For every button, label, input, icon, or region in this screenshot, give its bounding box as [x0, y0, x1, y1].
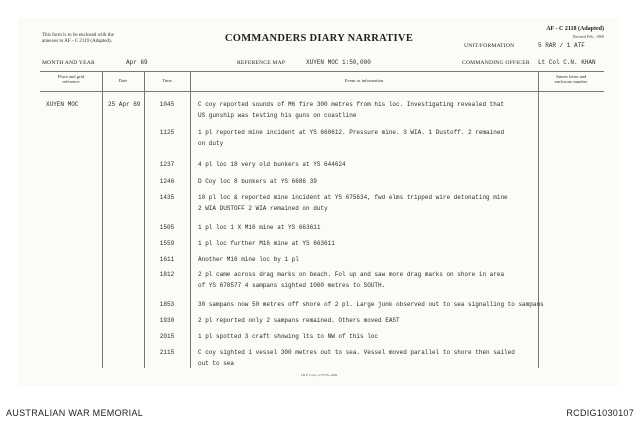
place-value: XUYEN MOC [46, 101, 79, 108]
entry-text-line: 1 pl loc 1 X M16 mine at YS 663611 [198, 224, 321, 231]
commanding-officer-value: Lt Col C.N. KHAN [538, 59, 596, 66]
diary-sheet [18, 18, 620, 386]
entry-time: 2015 [159, 333, 175, 340]
printer-mark: I & P Corp--279 NS--69m [300, 373, 338, 377]
entry-time: 1246 [159, 178, 175, 185]
entry-time: 1237 [159, 161, 175, 168]
entry-text-line: D Coy loc 8 bunkers at YS 6686 39 [198, 178, 317, 185]
col-date: Date [118, 78, 128, 83]
entry-text-line: on duty [198, 140, 224, 147]
entry-time: 1125 [159, 129, 175, 136]
table-header-rule [40, 91, 604, 92]
reference-map-value: XUYEN MOC 1:50,000 [306, 59, 371, 66]
entry-text-line: 1 pl loc further M16 mine at YS 663611 [198, 240, 335, 247]
enclosure-note-line: annexes to AF - C 2119 (Adapted). [42, 39, 112, 44]
credit-right: RCDIG1030107 [566, 408, 634, 418]
date-value: 25 Apr 69 [108, 101, 141, 108]
form-number: AF - C 2118 (Adapted) [546, 26, 604, 32]
unit-label: UNIT/FORMATION [464, 43, 515, 49]
entry-text-line: out to sea [198, 360, 235, 367]
entry-text-line: 10 pl loc & reported mine incident at YS 675634, fwd elms tripped wire detonating mine [198, 194, 508, 201]
entry-time: 1505 [159, 224, 175, 231]
entry-text-line: 1 pl reported mine incident at YS 660612. Pressure mine. 3 WIA. 1 Dustoff. 2 remained [198, 129, 505, 136]
col-annex [538, 74, 604, 84]
month-year-value: Apr 69 [126, 59, 148, 66]
entry-text-line: C coy sighted 1 vessel 300 metres out to sea. Vessel moved parallel to shore then sailed [198, 349, 515, 356]
enclosure-note-line: This form is to be enclosed with the [42, 33, 114, 38]
entry-text-line: 30 sampans now 50 metres off shore of 2 pl. Large junk observed out to sea signalling to sampans [198, 301, 544, 308]
entry-text-line: 2 pl came across drag marks on beach. Fol up and saw more drag marks on shore in area [198, 271, 505, 278]
col-annex-line: Annex letter and [555, 74, 587, 79]
commanding-officer-label: COMMANDING OFFICER [462, 60, 530, 66]
entry-time: 1930 [159, 317, 175, 324]
col-place [40, 74, 102, 84]
unit-value: 5 RAR / 1 ATF [538, 42, 585, 49]
col-place-line: Place and grid [57, 74, 85, 79]
entry-text-line: 4 pl loc 18 very old bunkers at YS 644624 [198, 161, 346, 168]
entry-text-line: 2 WIA DUSTOFF 2 WIA remained on duty [198, 205, 328, 212]
entry-text-line: C coy reported sounds of M6 fire 300 metres from his loc. Investigating revealed that [198, 101, 505, 108]
revised-date: Revised Feb., 1969 [573, 34, 604, 39]
entry-time: 2115 [159, 349, 175, 356]
credit-left: AUSTRALIAN WAR MEMORIAL [6, 408, 144, 418]
month-year-label: MONTH AND YEAR [42, 60, 95, 66]
col-annex-line: enclosure number [554, 79, 588, 84]
entry-time: 1435 [159, 194, 175, 201]
col-event: Event or information [344, 78, 384, 83]
col-place-line: reference [62, 79, 80, 84]
reference-map-label: REFERENCE MAP [237, 60, 286, 66]
entry-time: 1853 [159, 301, 175, 308]
entry-time: 1559 [159, 240, 175, 247]
entry-text-line: US gunship was testing his guns on coastline [198, 112, 357, 119]
col-time: Time [162, 78, 172, 83]
entry-text-line: Another M16 mine loc by 1 pl [198, 256, 299, 263]
entry-time: 1611 [159, 256, 175, 263]
entry-text-line: of YS 678577 4 sampans sighted 1000 metres to SOUTH. [198, 282, 386, 289]
entry-time: 1812 [159, 271, 175, 278]
column-divider [190, 71, 191, 368]
form-title: COMMANDERS DIARY NARRATIVE [224, 33, 414, 44]
table-top-rule [40, 71, 604, 72]
entry-text-line: 2 pl reported only 2 sampans remained. Others moved EAST [198, 317, 400, 324]
entry-time: 1045 [159, 101, 175, 108]
column-divider [538, 71, 539, 368]
entry-text-line: 1 pl spotted 3 craft showing lts to NW of this loc [198, 333, 379, 340]
column-divider [102, 71, 103, 368]
